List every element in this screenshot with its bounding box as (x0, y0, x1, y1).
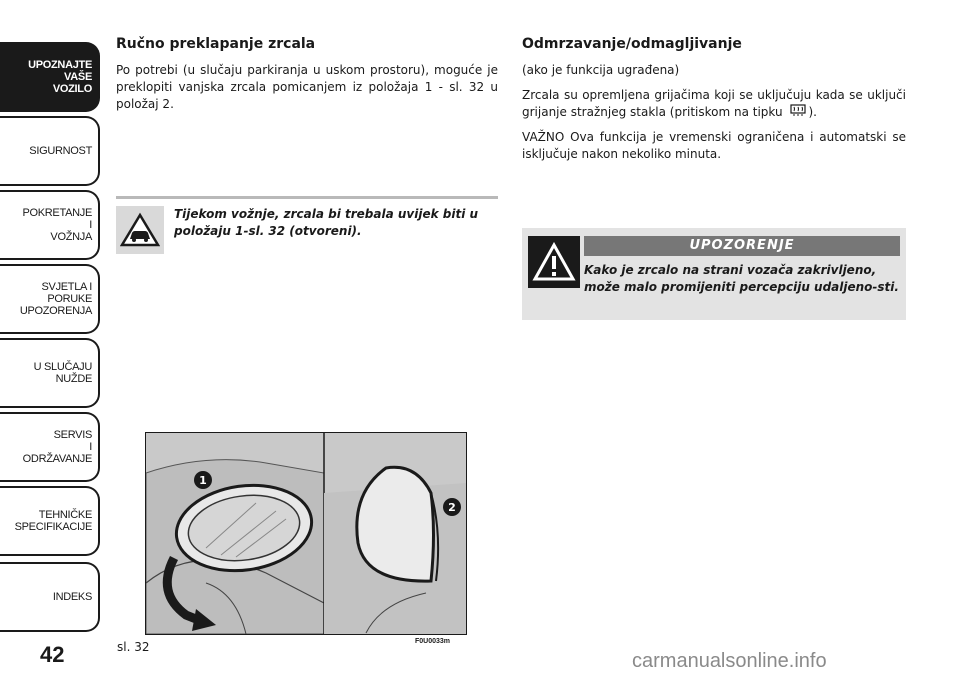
tab-tehnicke-specifikacije[interactable]: TEHNIČKE SPECIFIKACIJE (0, 486, 100, 556)
tab-pokretanje-i-voznja[interactable]: POKRETANJE I VOŽNJA (0, 190, 100, 260)
important-paragraph: VAŽNO Ova funkcija je vremenski ograničena i automatski se isključuje nakon nekoliko minuta. (522, 130, 906, 161)
driving-note (116, 204, 498, 258)
heater-paragraph (522, 87, 906, 121)
manual-folding-section (116, 36, 498, 121)
marker-2: 2 (448, 501, 456, 514)
warning-text: Kako je zrcalo na strani vozača zakrivljeno, može malo promijeniti percepciju udaljeno-sti. (584, 263, 899, 294)
page-number: 42 (40, 642, 65, 667)
section-heading: Odmrzavanje/odmagljivanje (522, 36, 742, 52)
note-text: Tijekom vožnje, zrcala bi trebala uvijek biti u položaju 1-sl. 32 (otvoreni). (174, 207, 479, 238)
figure-caption: sl. 32 (117, 640, 150, 654)
note-divider (116, 196, 498, 199)
defrost-section (522, 36, 906, 171)
tab-u-slucaju-nuzde[interactable]: U SLUČAJU NUŽDE (0, 338, 100, 408)
chapter-sidebar (0, 0, 104, 640)
car-warning-icon (116, 206, 164, 254)
tab-servis-i-odrzavanje[interactable]: SERVIS I ODRŽAVANJE (0, 412, 100, 482)
tab-svjetla-i-poruke-upozorenja[interactable]: SVJETLA I PORUKE UPOZORENJA (0, 264, 100, 334)
tab-sigurnost[interactable]: SIGURNOST (0, 116, 100, 186)
availability-note: (ako je funkcija ugrađena) (522, 63, 680, 77)
marker-1: 1 (199, 474, 207, 487)
heater-text-end: ). (808, 105, 817, 119)
mirror-illustration (146, 433, 466, 634)
rear-defrost-icon (790, 104, 806, 121)
section-paragraph: Po potrebi (u slučaju parkiranja u uskom prostoru), moguće je preklopiti vanjska zrcala pomicanjem iz položaja 1 - sl. 32 u položaj 2. (116, 63, 498, 111)
exclamation-triangle-icon (528, 236, 580, 288)
mirror-figure (145, 432, 467, 635)
tab-upoznajte-vase-vozilo[interactable]: UPOZNAJTE VAŠE VOZILO (0, 42, 100, 112)
heater-text: Zrcala su opremljena grijačima koji se uključuju kada se uključi grijanje stražnjeg stakla (pritiskom na tipku (522, 88, 906, 119)
figure-code: F0U0033m (415, 638, 451, 645)
warning-box (522, 228, 906, 320)
section-heading: Ručno preklapanje zrcala (116, 36, 316, 52)
warning-title: UPOZORENJE (584, 236, 900, 256)
watermark: carmanualsonline.info (632, 650, 827, 672)
tab-indeks[interactable]: INDEKS (0, 562, 100, 632)
